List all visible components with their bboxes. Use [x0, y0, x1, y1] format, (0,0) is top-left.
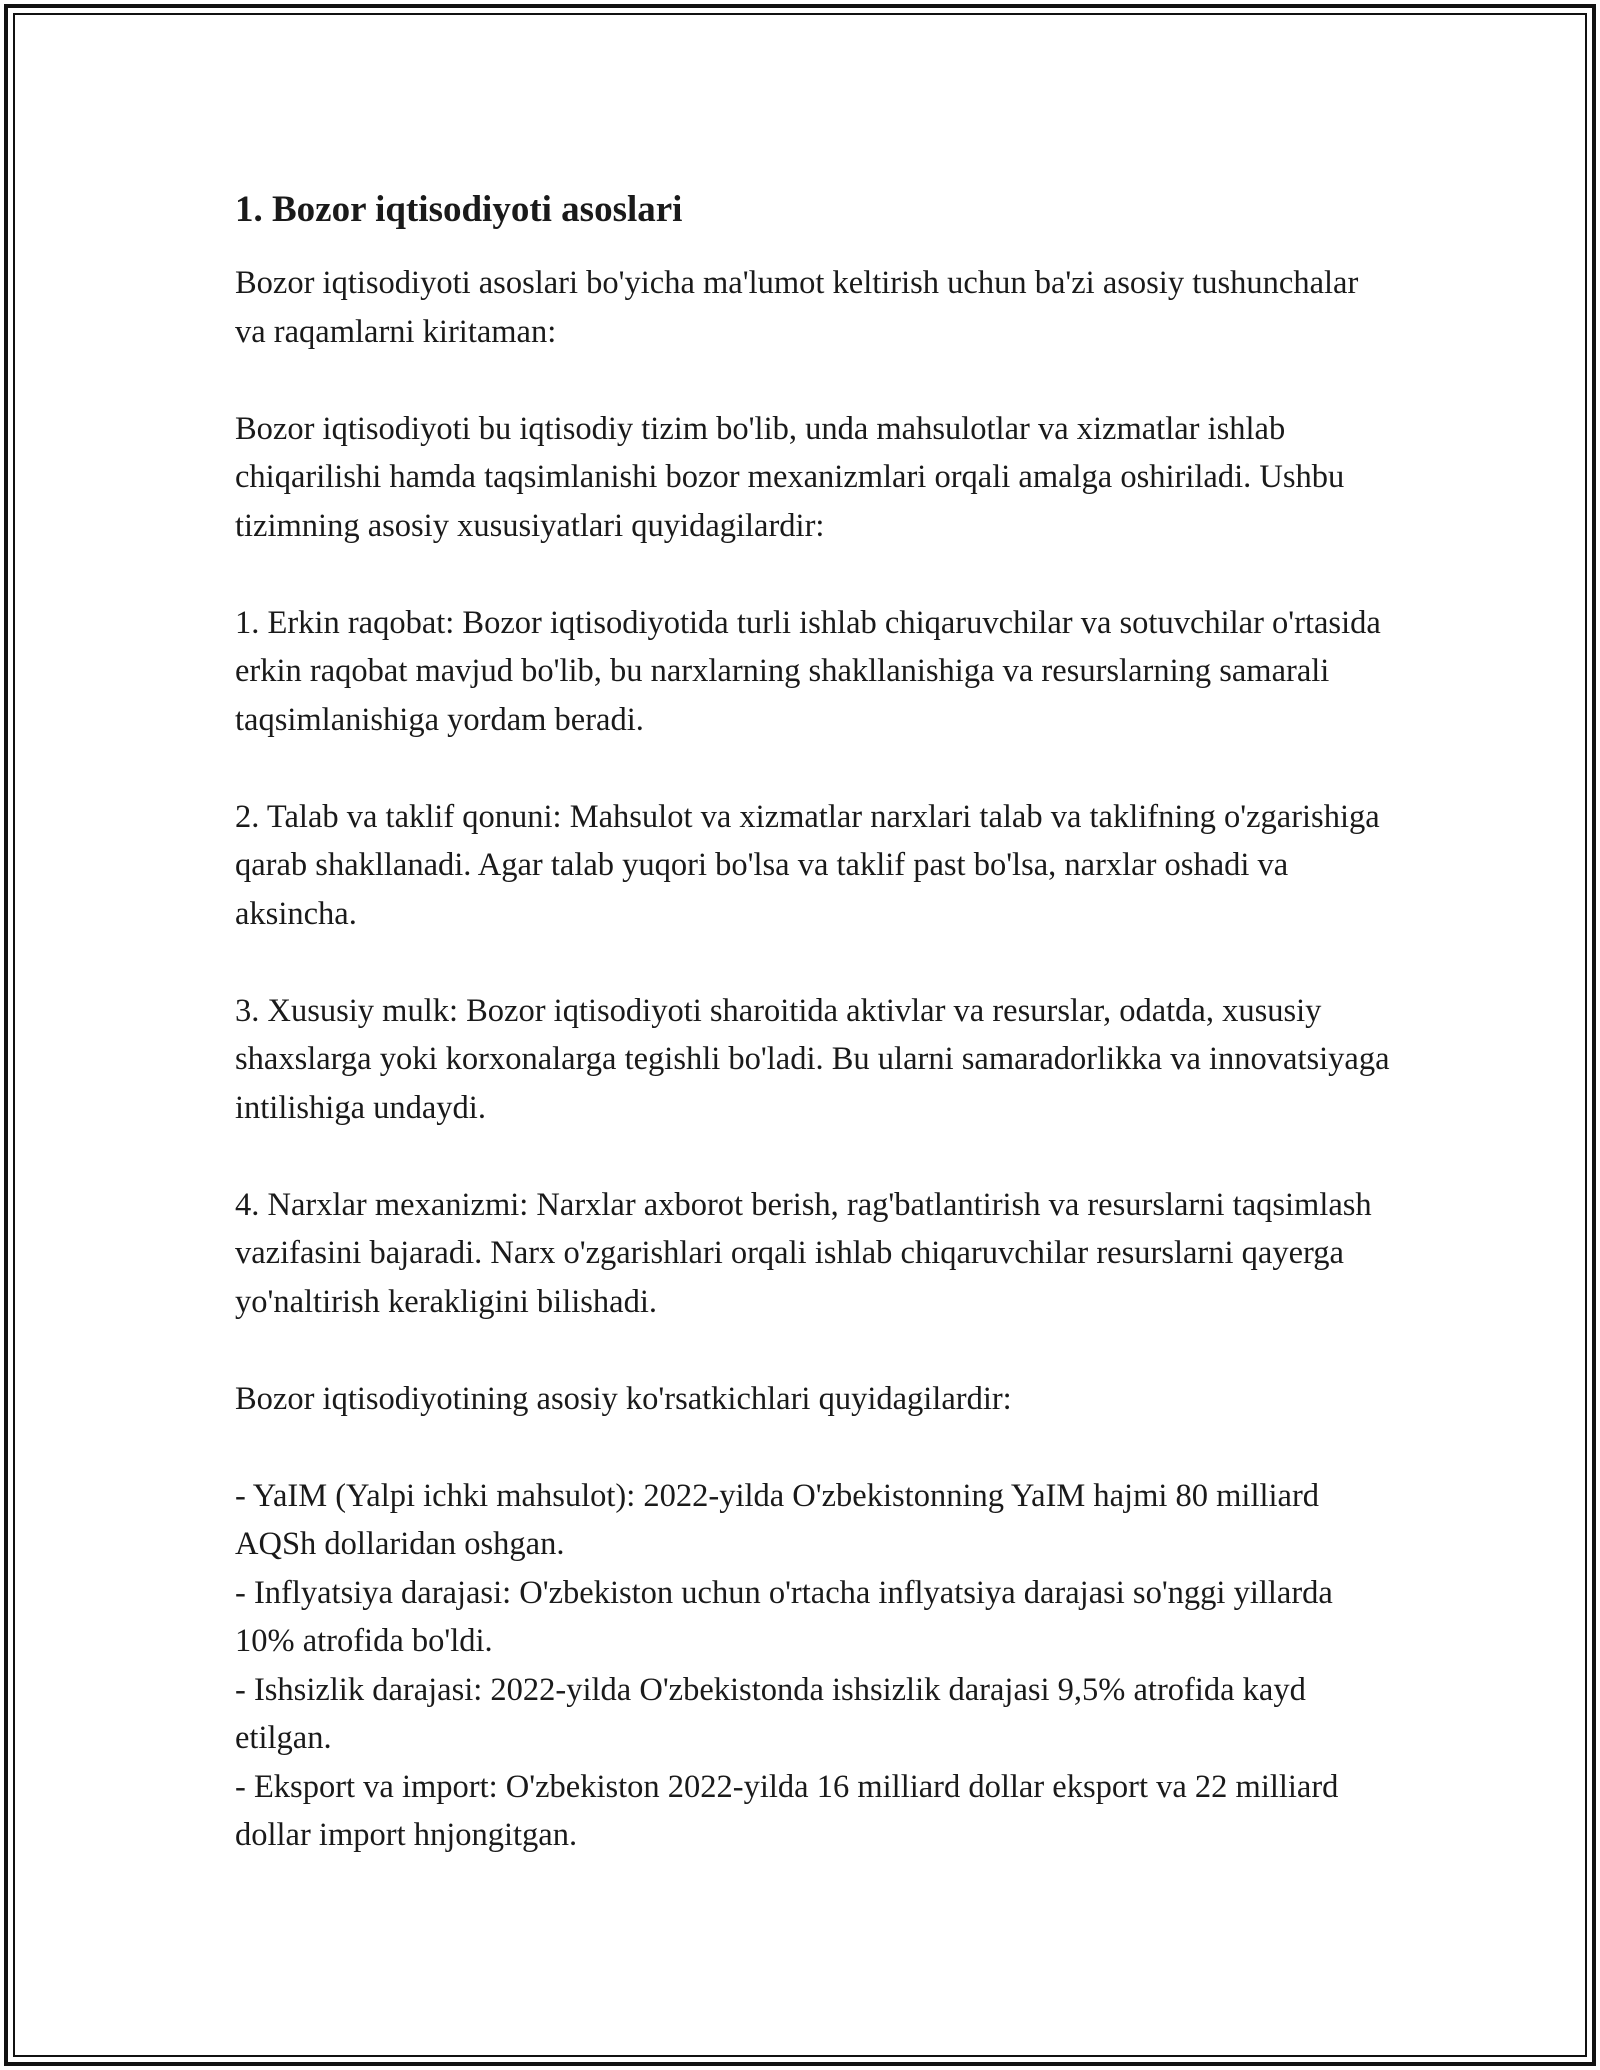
feature-private-property: 3. Xususiy mulk: Bozor iqtisodiyoti sharoitida aktivlar va resurslar, odatda, xususiy shaxslarga yoki korxonalarga tegishli bo'ladi. Bu ularni samaradorlikka va innovatsiyaga intilishiga undaydi.	[235, 992, 1390, 1126]
feature-free-competition: 1. Erkin raqobat: Bozor iqtisodiyotida turli ishlab chiqaruvchilar va sotuvchilar o'rtasida erkin raqobat mavjud bo'lib, bu narxlarning shakllanishiga va resurslarning samarali taqsimlanishiga yordam beradi.	[235, 604, 1381, 738]
indicator-gdp: - YaIM (Yalpi ichki mahsulot): 2022-yilda O'zbekistonning YaIM hajmi 80 milliard AQSh dollaridan oshgan.	[235, 1477, 1320, 1562]
indicator-export-import: - Eksport va import: O'zbekiston 2022-yilda 16 milliard dollar eksport va 22 milliard dollar import hnjongitgan.	[235, 1768, 1339, 1853]
section-title: 1. Bozor iqtisodiyoti asoslari	[235, 189, 683, 230]
indicators-intro: Bozor iqtisodiyotining asosiy ko'rsatkichlari quyidagilardir:	[235, 1380, 1012, 1417]
document-body	[235, 186, 1395, 1860]
intro-paragraph: Bozor iqtisodiyoti asoslari bo'yicha ma'lumot keltirish uchun ba'zi asosiy tushunchalar va raqamlarni kiritaman:	[235, 265, 1359, 350]
indicator-unemployment: - Ishsizlik darajasi: 2022-yilda O'zbekistonda ishsizlik darajasi 9,5% atrofida kayd etilgan.	[235, 1671, 1306, 1756]
definition-paragraph: Bozor iqtisodiyoti bu iqtisodiy tizim bo'lib, unda mahsulotlar va xizmatlar ishlab chiqarilishi hamda taqsimlanishi bozor mexanizmlari orqali amalga oshiriladi. Ushbu tizimning asosiy xususiyatlari quyidagilardir:	[235, 410, 1345, 544]
feature-supply-demand: 2. Talab va taklif qonuni: Mahsulot va xizmatlar narxlari talab va taklifning o'zgarishiga qarab shakllanadi. Agar talab yuqori bo'lsa va taklif past bo'lsa, narxlar oshadi va aksincha.	[235, 798, 1380, 932]
feature-price-mechanism: 4. Narxlar mexanizmi: Narxlar axborot berish, rag'batlantirish va resurslarni taqsimlash vazifasini bajaradi. Narx o'zgarishlari orqali ishlab chiqaruvchilar resurslarni qayerga yo'naltirish kerakligini bilishadi.	[235, 1186, 1372, 1320]
indicator-inflation: - Inflyatsiya darajasi: O'zbekiston uchun o'rtacha inflyatsiya darajasi so'nggi yillarda 10% atrofida bo'ldi.	[235, 1574, 1333, 1659]
indicators-list	[235, 1472, 1395, 1860]
